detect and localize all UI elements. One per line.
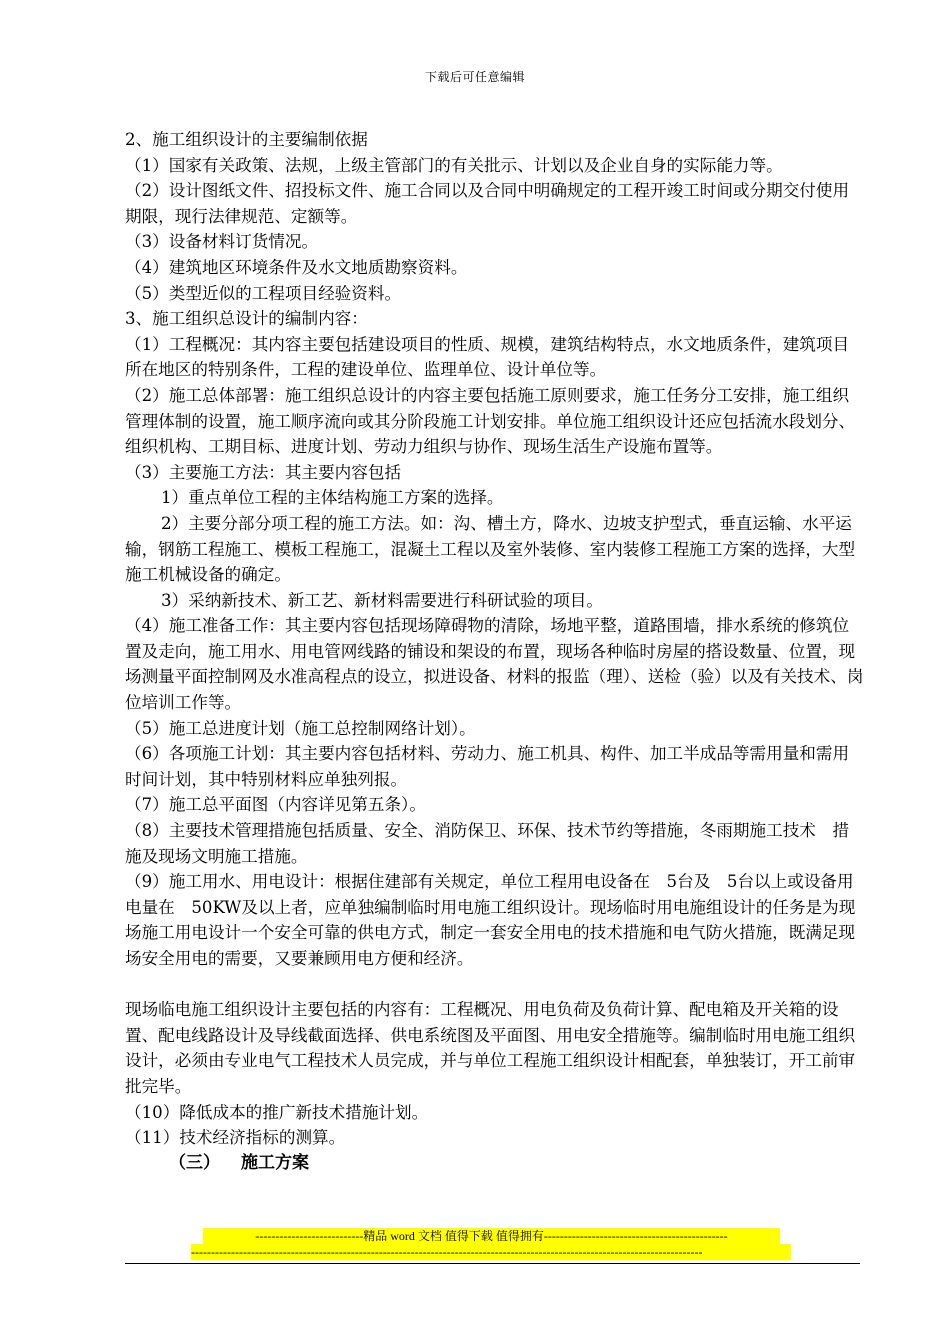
footer-rule [125, 1263, 860, 1264]
list-item: （3）主要施工方法：其主要内容包括 [125, 462, 402, 482]
list-item: （6）各项施工计划：其主要内容包括材料、劳动力、施工机具、构件、加工半成品等需用量和需用时间计划，其中特别材料应单独列报。 [125, 744, 850, 789]
footer-watermark-line: ---------------------------精品 word 文档 值得下载 值得拥有---------------------------------------------- [203, 1228, 780, 1244]
list-item: （8）主要技术管理措施包括质量、安全、消防保卫、环保、技术节约等措施，冬雨期施工技术 措施及现场文明施工措施。 [125, 821, 850, 866]
list-item: （2）设计图纸文件、招投标文件、施工合同以及合同中明确规定的工程开竣工时间或分期交付使用期限，现行法律规范、定额等。 [125, 181, 850, 226]
list-item: （10）降低成本的推广新技术措施计划。 [125, 1102, 429, 1122]
sub-list-item: 1）重点单位工程的主体结构施工方案的选择。 [161, 488, 504, 508]
page-header: 下载后可任意编辑 [424, 70, 525, 84]
paragraph: 现场临电施工组织设计主要包括的内容有：工程概况、用电负荷及负荷计算、配电箱及开关箱的设置、配电线路设计及导线截面选择、供电系统图及平面图、用电安全措施等。编制临时用电施工组织设计，必须由专业电气工程技术人员完成，并与单位工程施工组织设计相配套，单独装订，开工前审批完毕。 [125, 1000, 856, 1096]
section-number: （三） [169, 1152, 220, 1173]
list-item: （11）技术经济指标的测算。 [125, 1128, 346, 1148]
list-item: （4）施工准备工作：其主要内容包括现场障碍物的清除，场地平整，道路围墙，排水系统的修筑位置及走向，施工用水、用电管网线路的铺设和架设的布置，现场各种临时房屋的搭设数量、位置，现场测量平面控制网及水准高程点的设立，拟进设备、材料的报监（理）、送检（验）以及有关技术、岗位培训工作等。 [125, 616, 864, 713]
paragraph-gap [125, 972, 865, 998]
list-item: （4）建筑地区环境条件及水文地质勘察资料。 [125, 257, 468, 277]
list-item: （3）设备材料订货情况。 [125, 232, 319, 252]
list-item: （2）施工总体部署：施工组织总设计的内容主要包括施工原则要求，施工任务分工安排，施工组织管理体制的设置，施工顺序流向或其分阶段施工计划安排。单位施工组织设计还应包括流水段划分、组织机构、工期目标、进度计划、劳动力组织与协作、现场生活生产设施布置等。 [125, 385, 856, 457]
heading-contents: 3、施工组织总设计的编制内容： [125, 309, 368, 329]
section-heading [125, 1151, 865, 1177]
sub-list-item: 2）主要分部分项工程的施工方法。如：沟、槽土方，降水、边坡支护型式，垂直运输、水平运输，钢筋工程施工、模板工程施工，混凝土工程以及室外装修、室内装修工程施工方案的选择，大型施工机械设备的确定。 [125, 513, 856, 585]
list-item: （7）施工总平面图（内容详见第五条）。 [125, 795, 426, 815]
document-body [125, 127, 865, 1176]
footer-dash-line: -------------------------------------------------------------------------------------------------------------------------------- [191, 1244, 791, 1260]
list-item: （9）施工用水、用电设计：根据住建部有关规定，单位工程用电设备在 5台及 5台以上或设备用电量在 50KW及以上者，应单独编制临时用电施工组织设计。现场临时用电施组设计的任务是为现场施工用电设计一个安全可靠的供电方式，制定一套安全用电的技术措施和电气防火措施，既满足现场安全用电的需要，又要兼顾用电方便和经济。 [125, 872, 856, 968]
heading-basis: 2、施工组织设计的主要编制依据 [125, 130, 368, 149]
list-item: （5）类型近似的工程项目经验资料。 [125, 283, 402, 303]
list-item: （1）工程概况：其内容主要包括建设项目的性质、规模，建筑结构特点，水文地质条件，建筑项目所在地区的特别条件，工程的建设单位、监理单位、设计单位等。 [125, 334, 850, 380]
section-title: 施工方案 [241, 1152, 309, 1173]
list-item: （5）施工总进度计划（施工总控制网络计划）。 [125, 718, 476, 738]
sub-list-item: 3）采纳新技术、新工艺、新材料需要进行科研试验的项目。 [161, 590, 603, 610]
list-item: （1）国家有关政策、法规，上级主管部门的有关批示、计划以及企业自身的实际能力等。 [125, 155, 783, 175]
